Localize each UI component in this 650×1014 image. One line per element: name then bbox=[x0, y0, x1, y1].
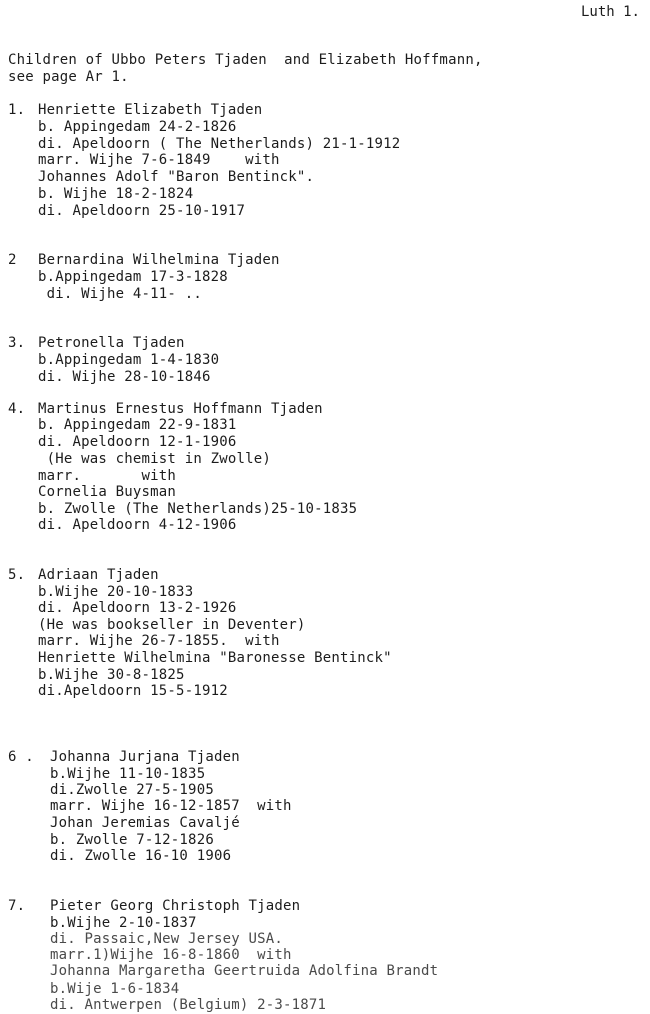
entry-line: (He was chemist in Zwolle) bbox=[38, 451, 271, 467]
entry-line: Henriette Wilhelmina "Baronesse Bentinck" bbox=[38, 650, 392, 666]
entry-line: b.Wijhe 2-10-1837 bbox=[50, 915, 197, 931]
entry-line: Adriaan Tjaden bbox=[38, 567, 159, 583]
entry-line: b.Appingedam 17-3-1828 bbox=[38, 269, 228, 285]
entry-line: Johan Jeremias Cavaljé bbox=[50, 815, 240, 831]
entry-number: 1. bbox=[8, 102, 26, 118]
entry-line: b.Wijhe 30-8-1825 bbox=[38, 667, 185, 683]
entry-line: b.Appingedam 1-4-1830 bbox=[38, 352, 220, 368]
entry-line: Johanna Margaretha Geertruida Adolfina Brandt bbox=[50, 963, 439, 979]
entry-line: di. Antwerpen (Belgium) 2-3-1871 bbox=[50, 997, 327, 1013]
entry-line: di. Apeldoorn 4-12-1906 bbox=[38, 517, 237, 533]
intro-line: Children of Ubbo Peters Tjaden and Elizabeth Hoffmann, bbox=[8, 52, 483, 68]
entry-line: di. Apeldoorn ( The Netherlands) 21-1-1912 bbox=[38, 136, 401, 152]
entry-line: marr.1)Wijhe 16-8-1860 with bbox=[50, 947, 292, 963]
entry-line: di. Wijhe 4-11- .. bbox=[38, 286, 202, 302]
entry-line: Johannes Adolf "Baron Bentinck". bbox=[38, 169, 315, 185]
entry-line: b. Wijhe 18-2-1824 bbox=[38, 186, 194, 202]
entry-line: di. Apeldoorn 13-2-1926 bbox=[38, 600, 237, 616]
entry-line: b. Appingedam 22-9-1831 bbox=[38, 417, 237, 433]
entry-line: b.Wijhe 11-10-1835 bbox=[50, 766, 206, 782]
entry-line: b.Wije 1-6-1834 bbox=[50, 981, 180, 997]
intro-line: see page Ar 1. bbox=[8, 69, 129, 85]
entry-line: di.Apeldoorn 15-5-1912 bbox=[38, 683, 228, 699]
entry-number: 6 . bbox=[8, 749, 34, 765]
entry-line: Petronella Tjaden bbox=[38, 335, 185, 351]
entry-number: 3. bbox=[8, 335, 26, 351]
entry-line: b.Wijhe 20-10-1833 bbox=[38, 584, 194, 600]
entry-number: 5. bbox=[8, 567, 26, 583]
entry-line: marr. with bbox=[38, 468, 177, 484]
entry-line: di. Wijhe 28-10-1846 bbox=[38, 369, 211, 385]
entry-line: di. Zwolle 16-10 1906 bbox=[50, 848, 232, 864]
entry-line: (He was bookseller in Deventer) bbox=[38, 617, 306, 633]
entry-line: Bernardina Wilhelmina Tjaden bbox=[38, 252, 280, 268]
entry-line: marr. Wijhe 26-7-1855. with bbox=[38, 633, 280, 649]
entry-line: Johanna Jurjana Tjaden bbox=[50, 749, 240, 765]
entry-line: Henriette Elizabeth Tjaden bbox=[38, 102, 263, 118]
entry-line: di. Passaic,New Jersey USA. bbox=[50, 931, 283, 947]
page-reference: Luth 1. bbox=[580, 4, 640, 20]
entry-number: 2 bbox=[8, 252, 17, 268]
entry-line: marr. Wijhe 16-12-1857 with bbox=[50, 798, 292, 814]
entry-line: di. Apeldoorn 25-10-1917 bbox=[38, 203, 246, 219]
entry-line: di.Zwolle 27-5-1905 bbox=[50, 782, 214, 798]
entry-line: Pieter Georg Christoph Tjaden bbox=[50, 898, 301, 914]
entry-number: 7. bbox=[8, 898, 26, 914]
entry-line: b. Appingedam 24-2-1826 bbox=[38, 119, 237, 135]
entry-line: b. Zwolle 7-12-1826 bbox=[50, 832, 214, 848]
entry-line: marr. Wijhe 7-6-1849 with bbox=[38, 152, 280, 168]
entry-line: di. Apeldoorn 12-1-1906 bbox=[38, 434, 237, 450]
entry-number: 4. bbox=[8, 401, 26, 417]
entry-line: b. Zwolle (The Netherlands)25-10-1835 bbox=[38, 501, 358, 517]
entry-line: Martinus Ernestus Hoffmann Tjaden bbox=[38, 401, 323, 417]
entry-line: Cornelia Buysman bbox=[38, 484, 177, 500]
